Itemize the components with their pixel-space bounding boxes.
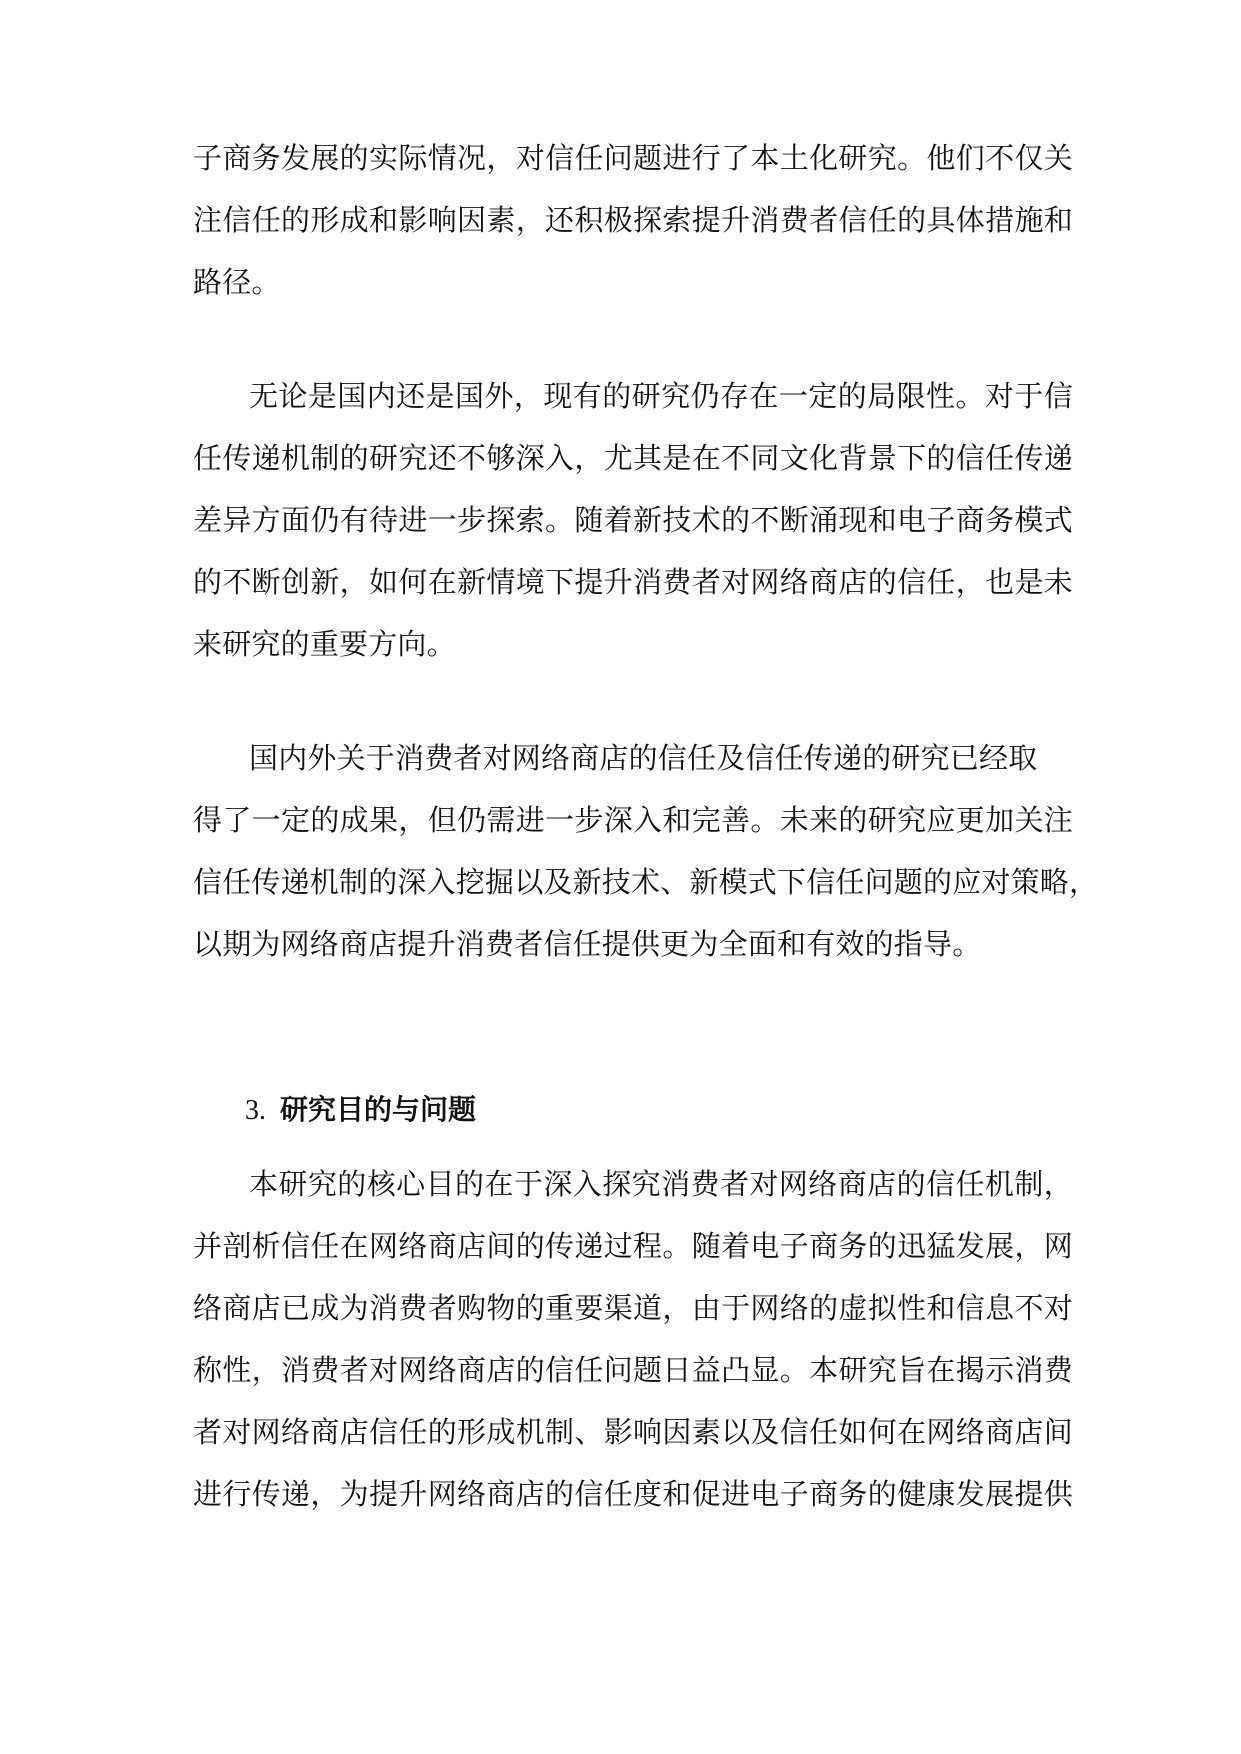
text-line: 注信任的形成和影响因素，还积极探索提升消费者信任的具体措施和 xyxy=(193,203,1073,237)
text-line: 信任传递机制的深入挖掘以及新技术、新模式下信任问题的应对策略， xyxy=(193,865,1099,899)
text-line: 子商务发展的实际情况，对信任问题进行了本土化研究。他们不仅关 xyxy=(193,141,1073,175)
text-line: 称性，消费者对网络商店的信任问题日益凸显。本研究旨在揭示消费 xyxy=(193,1353,1073,1387)
text-line: 国内外关于消费者对网络商店的信任及信任传递的研究已经取 xyxy=(249,741,1038,775)
text-line: 的不断创新，如何在新情境下提升消费者对网络商店的信任，也是未 xyxy=(193,565,1073,599)
text-line: 路径。 xyxy=(193,265,281,299)
text-line: 本研究的核心目的在于深入探究消费者对网络商店的信任机制， xyxy=(249,1167,1073,1201)
text-line: 任传递机制的研究还不够深入，尤其是在不同文化背景下的信任传递 xyxy=(193,441,1073,475)
text-line: 并剖析信任在网络商店间的传递过程。随着电子商务的迅猛发展，网 xyxy=(193,1229,1073,1263)
text-line: 进行传递，为提升网络商店的信任度和促进电子商务的健康发展提供 xyxy=(193,1477,1073,1511)
section-number: 3. xyxy=(245,1095,266,1126)
text-line: 络商店已成为消费者购物的重要渠道，由于网络的虚拟性和信息不对 xyxy=(193,1291,1073,1325)
section-heading xyxy=(245,1090,476,1130)
text-line: 差异方面仍有待进一步探索。随着新技术的不断涌现和电子商务模式 xyxy=(193,503,1073,537)
section-title: 研究目的与问题 xyxy=(280,1093,477,1126)
text-line: 无论是国内还是国外，现有的研究仍存在一定的局限性。对于信 xyxy=(249,379,1073,413)
text-line: 以期为网络商店提升消费者信任提供更为全面和有效的指导。 xyxy=(193,927,982,961)
text-line: 者对网络商店信任的形成机制、影响因素以及信任如何在网络商店间 xyxy=(193,1415,1073,1449)
text-line: 来研究的重要方向。 xyxy=(193,627,456,661)
text-line: 得了一定的成果，但仍需进一步深入和完善。未来的研究应更加关注 xyxy=(193,803,1073,837)
